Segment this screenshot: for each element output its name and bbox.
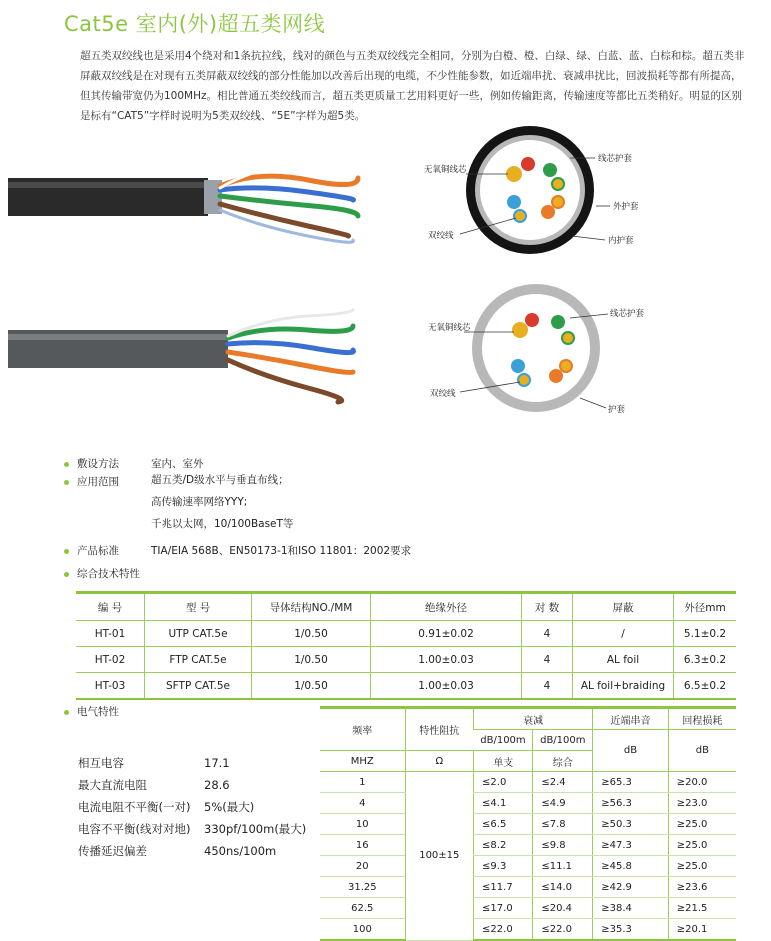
spec-value: 室内、室外 <box>151 458 204 470</box>
spec-value: 千兆以太网，10/100BaseT等 <box>151 518 294 530</box>
table-cell: HT-03 <box>76 673 145 700</box>
table-row <box>320 793 736 814</box>
table-cell: ≤7.8 <box>533 814 593 835</box>
bullet-dot <box>64 572 69 577</box>
electrical-table <box>320 706 736 941</box>
table-row <box>320 814 736 835</box>
list-item <box>78 774 306 796</box>
table-cell: ≤2.4 <box>533 772 593 793</box>
list-item <box>78 752 306 774</box>
table-cell: ≤9.8 <box>533 835 593 856</box>
table-cell: AL foil+braiding <box>573 673 674 700</box>
table-header: dB/100m <box>533 730 593 751</box>
spec-value: 超五类/D级水平与垂直布线； <box>151 474 289 486</box>
table-cell: UTP CAT.5e <box>145 621 252 647</box>
table-cell: ≤11.1 <box>533 856 593 877</box>
table-cell: 1.00±0.03 <box>371 647 522 673</box>
table-row <box>76 621 736 647</box>
table-cell: ≥35.3 <box>593 919 669 941</box>
table-cell: 1/0.50 <box>252 647 371 673</box>
table-cell: ≥25.0 <box>668 856 736 877</box>
table-header: 特性阻抗 <box>405 708 473 751</box>
table-cell: ≤22.0 <box>533 919 593 941</box>
table-cell: 16 <box>320 835 405 856</box>
table-cell: 0.91±0.02 <box>371 621 522 647</box>
electrical-heading <box>64 704 119 719</box>
table-header: 近端串音 <box>593 708 669 730</box>
table-cell: ≥25.0 <box>668 835 736 856</box>
table-cell: 6.3±0.2 <box>674 647 737 673</box>
table-cell: ≤9.3 <box>474 856 533 877</box>
table-cell: 6.5±0.2 <box>674 673 737 700</box>
table-cell: ≥25.0 <box>668 814 736 835</box>
table-cell: 1/0.50 <box>252 621 371 647</box>
spec-tech-heading <box>64 566 140 581</box>
table-header: 型 号 <box>145 593 252 621</box>
table-row <box>76 673 736 700</box>
table-row <box>320 856 736 877</box>
table-header-row <box>320 708 736 730</box>
table-cell: 4 <box>522 621 573 647</box>
cable-illustration <box>8 140 370 410</box>
table-header: 单支 <box>474 751 533 772</box>
d1-pair-label: 双绞线 <box>428 231 454 241</box>
table-cell: 1/0.50 <box>252 673 371 700</box>
cross-section-diagrams <box>420 122 690 422</box>
table-cell: ≤2.0 <box>474 772 533 793</box>
spec-key: 应用范围 <box>77 476 119 488</box>
table-row <box>320 772 736 793</box>
table-cell: ≤6.5 <box>474 814 533 835</box>
table-cell: ≥65.3 <box>593 772 669 793</box>
table-cell: ≤11.7 <box>474 877 533 898</box>
property-key: 最大直流电阻 <box>78 778 147 792</box>
table-row <box>320 877 736 898</box>
table-cell: 10 <box>320 814 405 835</box>
table-cell: AL foil <box>573 647 674 673</box>
table-row <box>76 647 736 673</box>
page-title: Cat5e 室内(外)超五类网线 <box>64 12 326 36</box>
table-cell: ≥50.3 <box>593 814 669 835</box>
spec-key: 产品标准 <box>77 545 119 557</box>
table-cell: SFTP CAT.5e <box>145 673 252 700</box>
d2-conductor-label: 无氧铜线芯 <box>428 323 471 333</box>
table-cell: 20 <box>320 856 405 877</box>
d1-conductor-label: 无氧铜线芯 <box>424 165 467 175</box>
table-cell: ≤20.4 <box>533 898 593 919</box>
table-header: dB/100m <box>474 730 533 751</box>
property-key: 电流电阻不平衡(一对) <box>78 800 191 814</box>
table-header: 衰减 <box>474 708 593 730</box>
impedance-cell: 100±15 <box>405 772 473 941</box>
table-cell: 4 <box>522 673 573 700</box>
table-cell: ≥42.9 <box>593 877 669 898</box>
table-header: MHZ <box>320 751 405 772</box>
table-cell: ≥23.6 <box>668 877 736 898</box>
bullet-dot <box>64 462 69 467</box>
table-cell: ≥47.3 <box>593 835 669 856</box>
property-value: 5%(最大) <box>204 800 255 814</box>
table-header: 屏蔽 <box>573 593 674 621</box>
electrical-properties <box>78 752 306 862</box>
property-value: 28.6 <box>204 778 230 792</box>
table-header: 绝缘外径 <box>371 593 522 621</box>
spec-standard <box>64 543 411 558</box>
table-header: 编 号 <box>76 593 145 621</box>
table-cell: 1 <box>320 772 405 793</box>
cross-section-ftp <box>424 126 639 254</box>
property-key: 相互电容 <box>78 756 124 770</box>
table-header: 综合 <box>533 751 593 772</box>
property-key: 电容不平衡(线对对地) <box>78 822 191 836</box>
intro-paragraph: 超五类双绞线也是采用4个绕对和1条抗拉线，线对的颜色与五类双绞线完全相同，分别为白橙、橙、白绿、绿、白蓝、蓝、白棕和棕。超五类非屏蔽双绞线是在对现有五类屏蔽双绞线的部分性能加以改善后出现的电缆，不少性能参数，如近端串扰、衰减串扰比，回波损耗等都有所提高，但其传输带宽仍为100MHz。相比普通五类绞线而言，超五类更质量工艺用料更好一些，例如传输距离，传输速度等都比五类稍好。明显的区别是标有“CAT5”字样时说明为5类双绞线、“5E”字样为超5类。 <box>80 50 745 122</box>
property-key: 传播延迟偏差 <box>78 844 147 858</box>
table-cell: HT-02 <box>76 647 145 673</box>
d2-pair-label: 双绞线 <box>430 389 456 399</box>
table-header: 频率 <box>320 708 405 751</box>
bullet-dot <box>64 710 69 715</box>
list-item <box>78 818 306 840</box>
table-cell: ≥21.5 <box>668 898 736 919</box>
spec-value: TIA/EIA 568B、EN50173-1和ISO 11801：2002要求 <box>151 545 412 557</box>
table-header: 回程损耗 <box>668 708 736 730</box>
table-cell: ≥23.0 <box>668 793 736 814</box>
table-header: dB <box>668 730 736 772</box>
d2-jacket-label: 护套 <box>608 405 626 415</box>
table-cell: 4 <box>320 793 405 814</box>
table-cell: 100 <box>320 919 405 941</box>
electrical-heading-text: 电气特性 <box>77 706 119 718</box>
table-header-row <box>76 593 736 621</box>
d1-pair-jacket-label: 线芯护套 <box>598 154 633 164</box>
table-cell: ≤22.0 <box>474 919 533 941</box>
list-item <box>78 840 306 862</box>
property-value: 17.1 <box>204 756 230 770</box>
table-cell: 5.1±0.2 <box>674 621 737 647</box>
table-cell: ≥20.1 <box>668 919 736 941</box>
table-cell: ≥56.3 <box>593 793 669 814</box>
table-cell: 4 <box>522 647 573 673</box>
table-cell: HT-01 <box>76 621 145 647</box>
table-header: 对 数 <box>522 593 573 621</box>
property-value: 450ns/100m <box>204 844 277 858</box>
d1-outer-jacket-label: 外护套 <box>613 202 639 212</box>
table-header: 导体结构NO./MM <box>252 593 371 621</box>
table-cell: ≤4.1 <box>474 793 533 814</box>
table-cell: ≥38.4 <box>593 898 669 919</box>
cross-section-utp <box>428 284 645 415</box>
property-value: 330pf/100m(最大) <box>204 822 307 836</box>
spec-application <box>64 474 293 535</box>
table-cell: FTP CAT.5e <box>145 647 252 673</box>
table-cell: ≥45.8 <box>593 856 669 877</box>
table-cell: ≥20.0 <box>668 772 736 793</box>
list-item <box>78 796 306 818</box>
table-cell: ≤14.0 <box>533 877 593 898</box>
d2-pair-jacket-label: 线芯护套 <box>610 309 645 319</box>
d1-inner-jacket-label: 内护套 <box>608 236 634 246</box>
spec-value: 高传输速率网络YYY; <box>151 496 248 508</box>
table-header: Ω <box>405 751 473 772</box>
table-header: 外径mm <box>674 593 737 621</box>
bullet-dot <box>64 549 69 554</box>
spec-key: 综合技术特性 <box>77 568 140 580</box>
table-cell: 1.00±0.03 <box>371 673 522 700</box>
table-cell: ≤17.0 <box>474 898 533 919</box>
table-row <box>320 919 736 941</box>
table-header: dB <box>593 730 669 772</box>
table-cell: ≤8.2 <box>474 835 533 856</box>
table-cell: 31.25 <box>320 877 405 898</box>
tech-table <box>76 591 736 700</box>
table-row <box>320 835 736 856</box>
bullet-dot <box>64 480 69 485</box>
table-cell: ≤4.9 <box>533 793 593 814</box>
table-cell: / <box>573 621 674 647</box>
table-cell: 62.5 <box>320 898 405 919</box>
spec-key: 敷设方法 <box>77 458 119 470</box>
